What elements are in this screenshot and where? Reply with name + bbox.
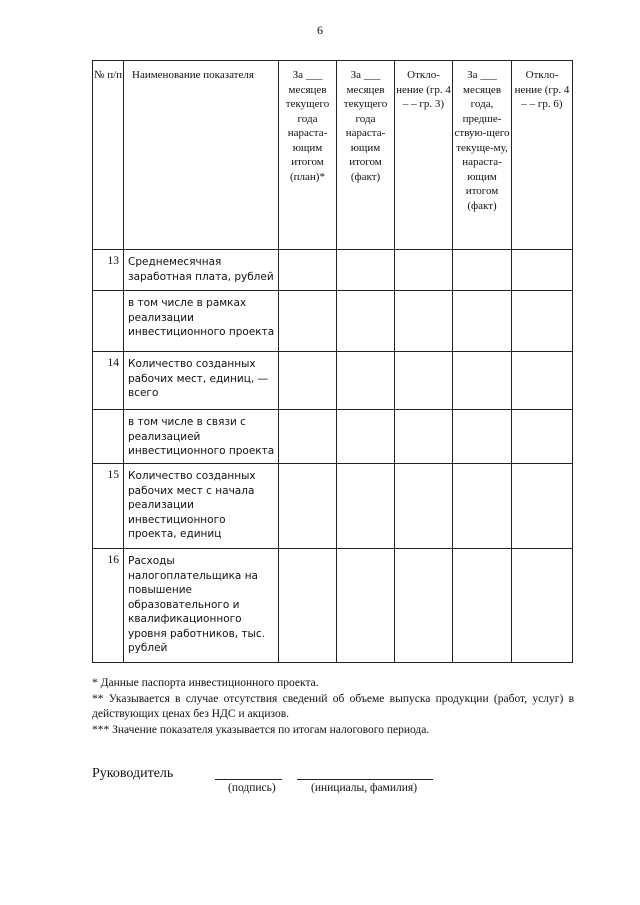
value-cell: [512, 464, 573, 549]
value-cell: [279, 250, 337, 291]
value-cell: [512, 352, 573, 410]
value-cell: [395, 549, 453, 663]
row-number: 14: [93, 352, 124, 410]
table-row: [93, 549, 573, 663]
footnote: *** Значение показателя указывается по итогам налогового периода.: [92, 723, 430, 736]
name-caption: (инициалы, фамилия): [311, 782, 418, 794]
value-cell: [337, 464, 395, 549]
header-fact: За ___ месяцев текущего года нараста-ющим итогом (факт): [337, 61, 395, 250]
table-row: [93, 410, 573, 464]
header-row: [93, 61, 573, 250]
footnote: * Данные паспорта инвестиционного проекта.: [92, 677, 319, 689]
row-indicator: в том числе в связи с реализацией инвестиционного проекта: [124, 410, 279, 464]
value-cell: [279, 352, 337, 410]
header-number: № п/п: [93, 61, 124, 250]
value-cell: [279, 464, 337, 549]
value-cell: [453, 549, 512, 663]
indicators-table: [92, 60, 573, 663]
value-cell: [395, 291, 453, 352]
value-cell: [337, 291, 395, 352]
row-indicator: Количество созданных рабочих мест, единиц, — всего: [124, 352, 279, 410]
header-previous-year: За ___ месяцев года, предше-ствую-щего текуще-му, нараста-ющим итогом (факт): [453, 61, 512, 250]
value-cell: [395, 464, 453, 549]
name-line: [297, 779, 433, 780]
header-deviation-6: Откло-нение (гр. 4 – – гр. 6): [512, 61, 573, 250]
value-cell: [395, 352, 453, 410]
row-indicator: Среднемесячная заработная плата, рублей: [124, 250, 279, 291]
value-cell: [512, 549, 573, 663]
page-number: 6: [317, 23, 323, 37]
value-cell: [279, 291, 337, 352]
value-cell: [337, 352, 395, 410]
value-cell: [395, 410, 453, 464]
table-row: [93, 464, 573, 549]
row-indicator: Расходы налогоплательщика на повышение образовательного и квалификационного уровня работников, тыс. рублей: [124, 549, 279, 663]
value-cell: [453, 410, 512, 464]
value-cell: [512, 250, 573, 291]
signature-line: [215, 779, 282, 780]
value-cell: [512, 291, 573, 352]
row-number: 16: [93, 549, 124, 663]
value-cell: [453, 291, 512, 352]
table-row: [93, 250, 573, 291]
value-cell: [337, 250, 395, 291]
row-number: [93, 410, 124, 464]
signature-caption: (подпись): [228, 782, 276, 794]
table-row: [93, 291, 573, 352]
header-deviation-3: Откло-нение (гр. 4 – – гр. 3): [395, 61, 453, 250]
value-cell: [337, 410, 395, 464]
signature-label: Руководитель: [92, 766, 174, 781]
footnotes: [92, 676, 574, 738]
value-cell: [337, 549, 395, 663]
row-indicator: Количество созданных рабочих мест с начала реализации инвестиционного проекта, единиц: [124, 464, 279, 549]
value-cell: [512, 410, 573, 464]
value-cell: [395, 250, 453, 291]
row-indicator: в том числе в рамках реализации инвестиционного проекта: [124, 291, 279, 352]
value-cell: [453, 352, 512, 410]
value-cell: [279, 410, 337, 464]
value-cell: [453, 250, 512, 291]
row-number: 15: [93, 464, 124, 549]
header-indicator-name: Наименование показателя: [124, 61, 279, 250]
value-cell: [279, 549, 337, 663]
row-number: [93, 291, 124, 352]
footnote: ** Указывается в случае отсутствия сведений об объеме выпуска продукции (работ, услуг) в действующих ценах без НДС и акцизов.: [92, 692, 574, 720]
row-number: 13: [93, 250, 124, 291]
value-cell: [453, 464, 512, 549]
header-plan: За ___ месяцев текущего года нараста-ющим итогом (план)*: [279, 61, 337, 250]
table-row: [93, 352, 573, 410]
